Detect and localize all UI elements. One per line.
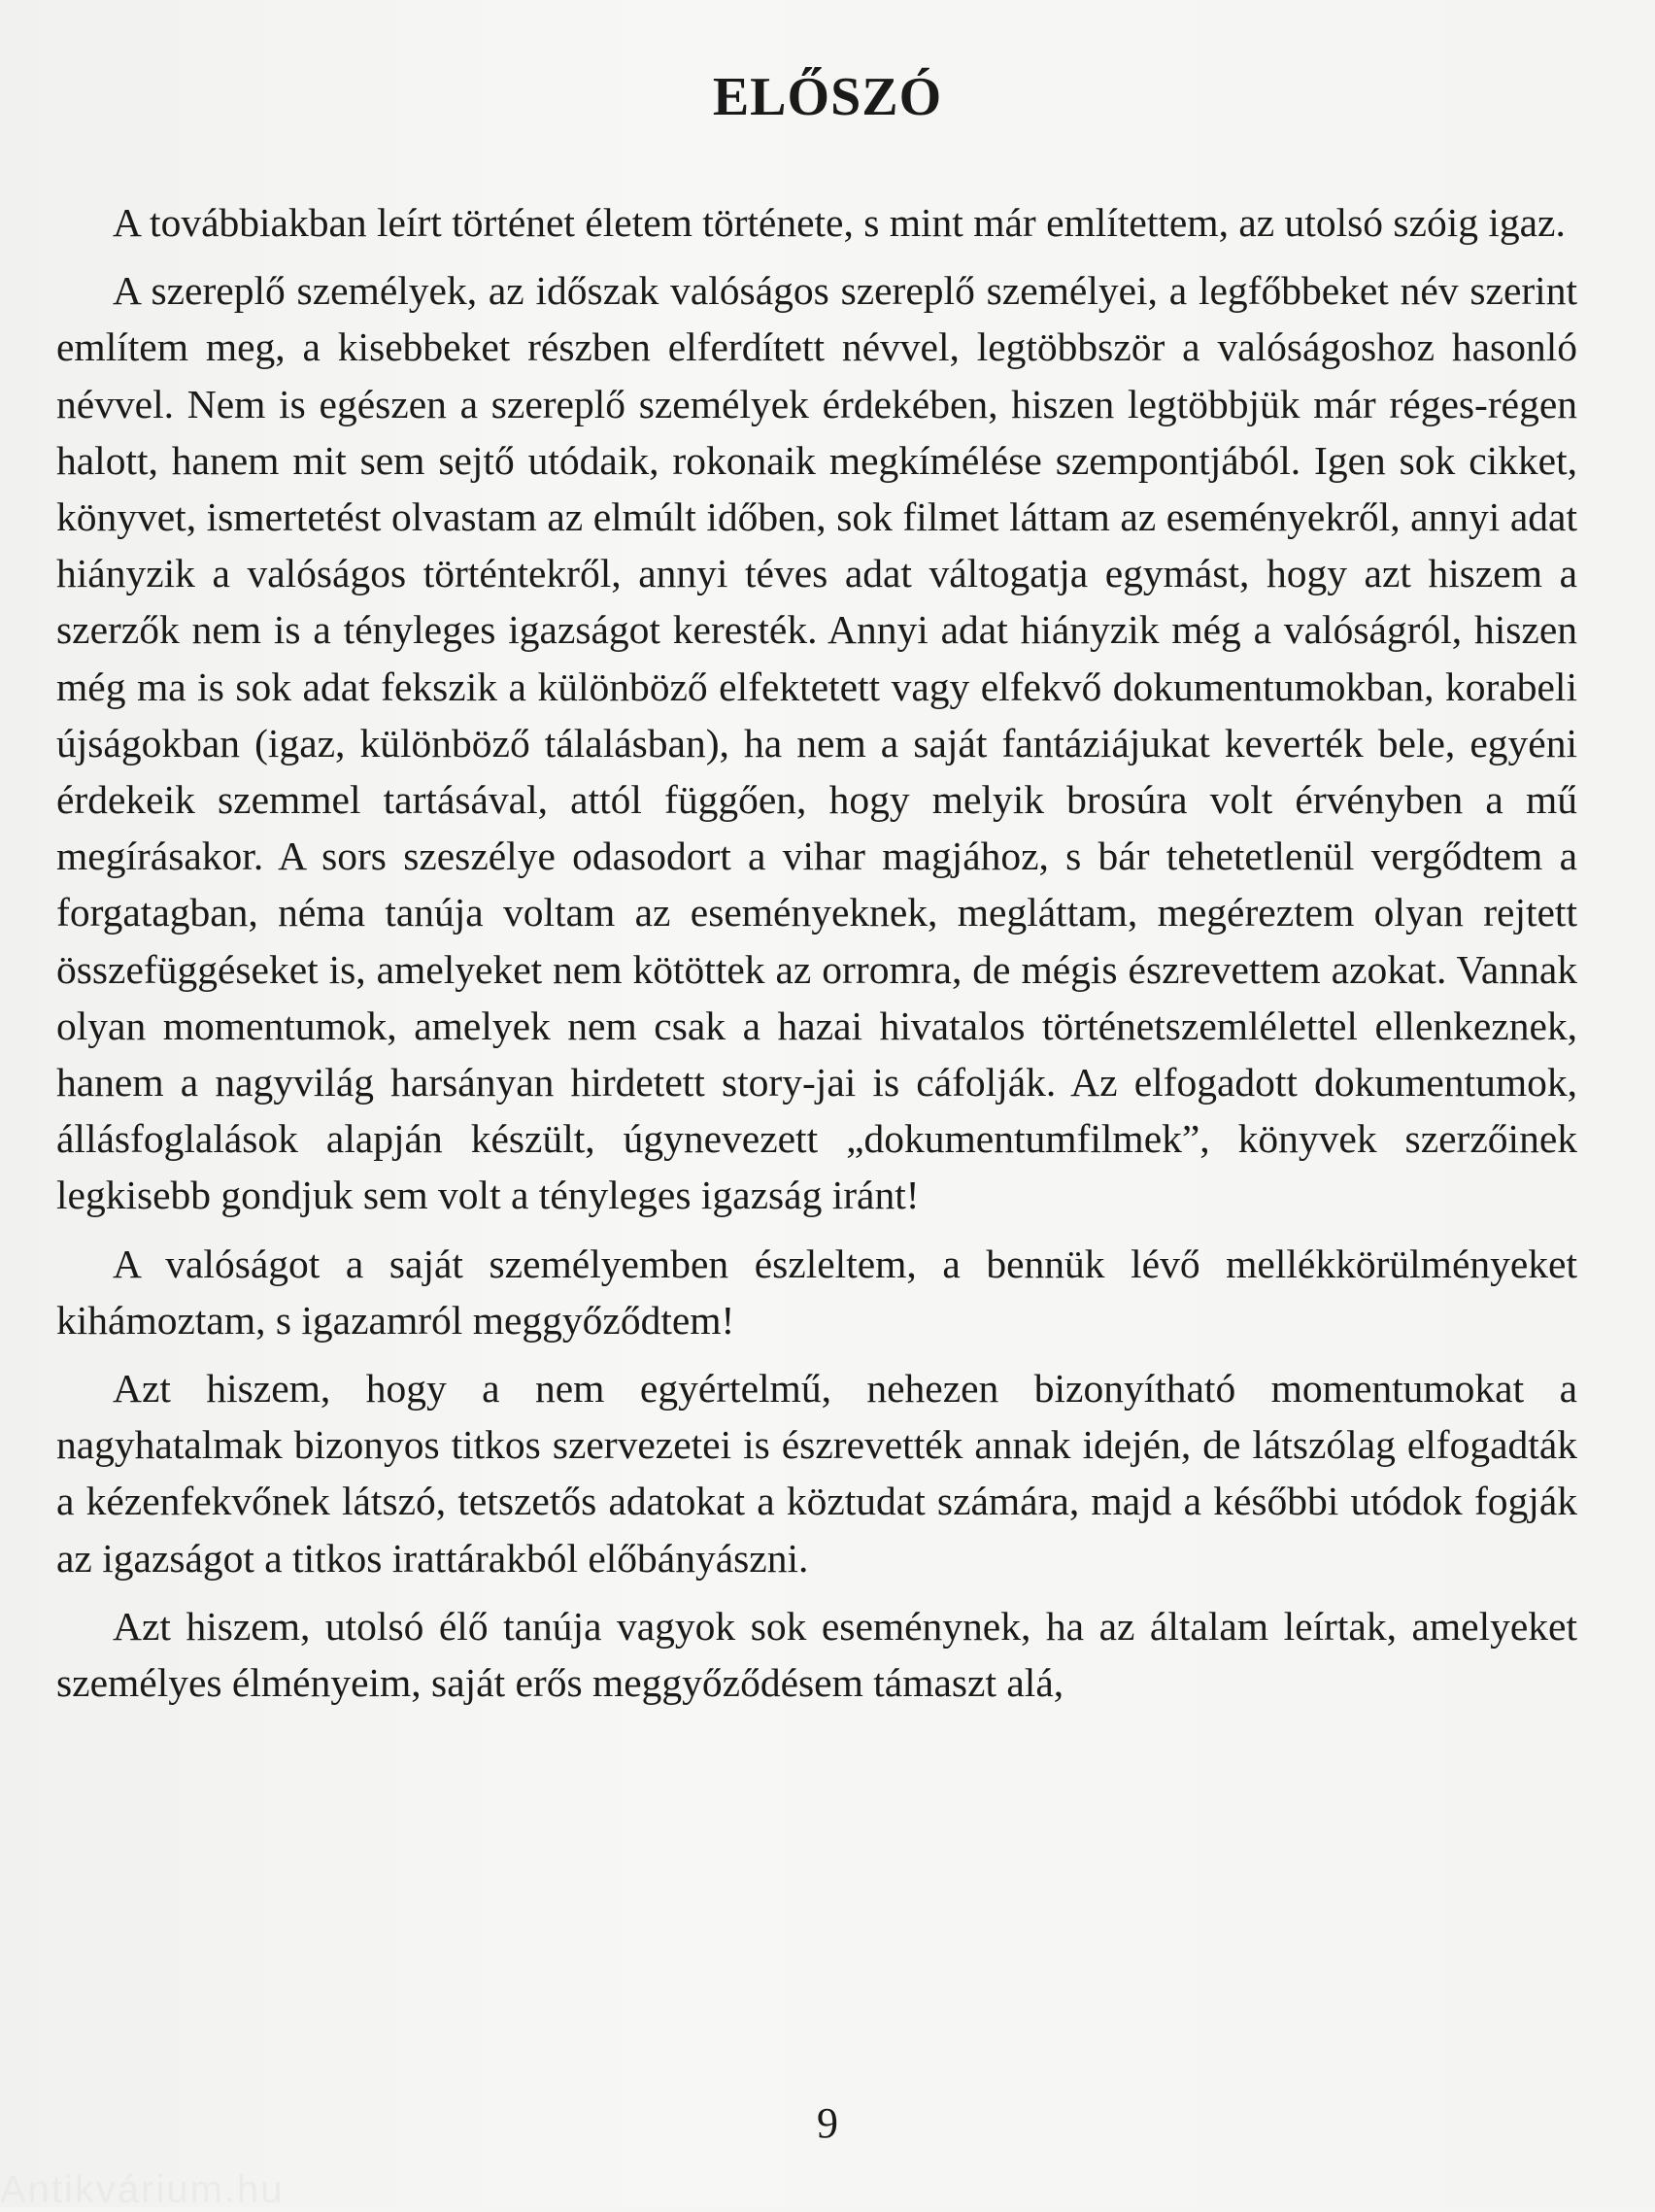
paragraph: Azt hiszem, utolsó élő tanúja vagyok sok eseménynek, ha az általam leírtak, amelyeket személyes élményeim, saját erős meggyőződésem támaszt alá, — [56, 1603, 1577, 1706]
page-number: 9 — [817, 2099, 838, 2147]
paragraph: A szereplő személyek, az időszak valóságos szereplő személyei, a legfőbbeket név szerint említem meg, a kisebbeket részben elferdített névvel, legtöbbször a valóságoshoz hasonló névvel. Nem is egészen a szereplő személyek érdekében, hiszen legtöbbjük már réges-régen halott, hanem mit sem sejtő utódaik, rokonaik megkímélése szempontjából. Igen sok cikket, könyvet, ismertetést olvastam az elmúlt időben, sok filmet láttam az eseményekről, annyi adat hiányzik a valóságos történtekről, annyi téves adat váltogatja egymást, hogy azt hiszem a szerzők nem is a tényleges igazságot keresték. Annyi adat hiányzik még a valóságról, hiszen még ma is sok adat fekszik a különböző elfektetett vagy elfekvő dokumentumokban, korabeli újságokban (igaz, különböző tálalásban), ha nem a saját fantáziájukat keverték bele, egyéni érdekeik szemmel tartásával, attól függően, hogy melyik brosúra volt érvényben a mű megírásakor. A sors szeszélye odasodort a vihar magjához, s bár tehetetlenül vergődtem a forgatagban, néma tanúja voltam az eseményeknek, megláttam, megéreztem olyan rejtett összefüggéseket is, amelyeket nem kötöttek az orromra, de mégis észrevettem azokat. Vannak olyan momentumok, amelyek nem csak a hazai hivatalos történetszemlélettel ellenkeznek, hanem a nagyvilág harsányan hirdetett story-jai is cáfolják. Az elfogadott dokumentumok, állásfoglalások alapján készült, úgynevezett „dokumentumfilmek”, könyvek szerzőinek legkisebb gondjuk sem volt a tényleges igazság iránt! — [56, 268, 1577, 1218]
body-text — [56, 194, 1577, 1722]
paragraph: A valóságot a saját személyemben észleltem, a bennük lévő mellékkörülményeket kihámoztam, s igazamról meggyőződtem! — [56, 1241, 1577, 1343]
paragraph: A továbbiakban leírt történet életem története, s mint már említettem, az utolsó szóig igaz. — [113, 200, 1566, 245]
watermark: Antikvárium.hu — [0, 2168, 285, 2211]
chapter-title: ELŐSZÓ — [712, 67, 943, 127]
paragraph: Azt hiszem, hogy a nem egyértelmű, nehezen bizonyítható momentumokat a nagyhatalmak bizonyos titkos szervezetei is észrevették annak idején, de látszólag elfogadták a kézenfekvőnek látszó, tetszetős adatokat a köztudat számára, majd a későbbi utódok fogják az igazságot a titkos irattárakból előbányászni. — [56, 1366, 1577, 1581]
